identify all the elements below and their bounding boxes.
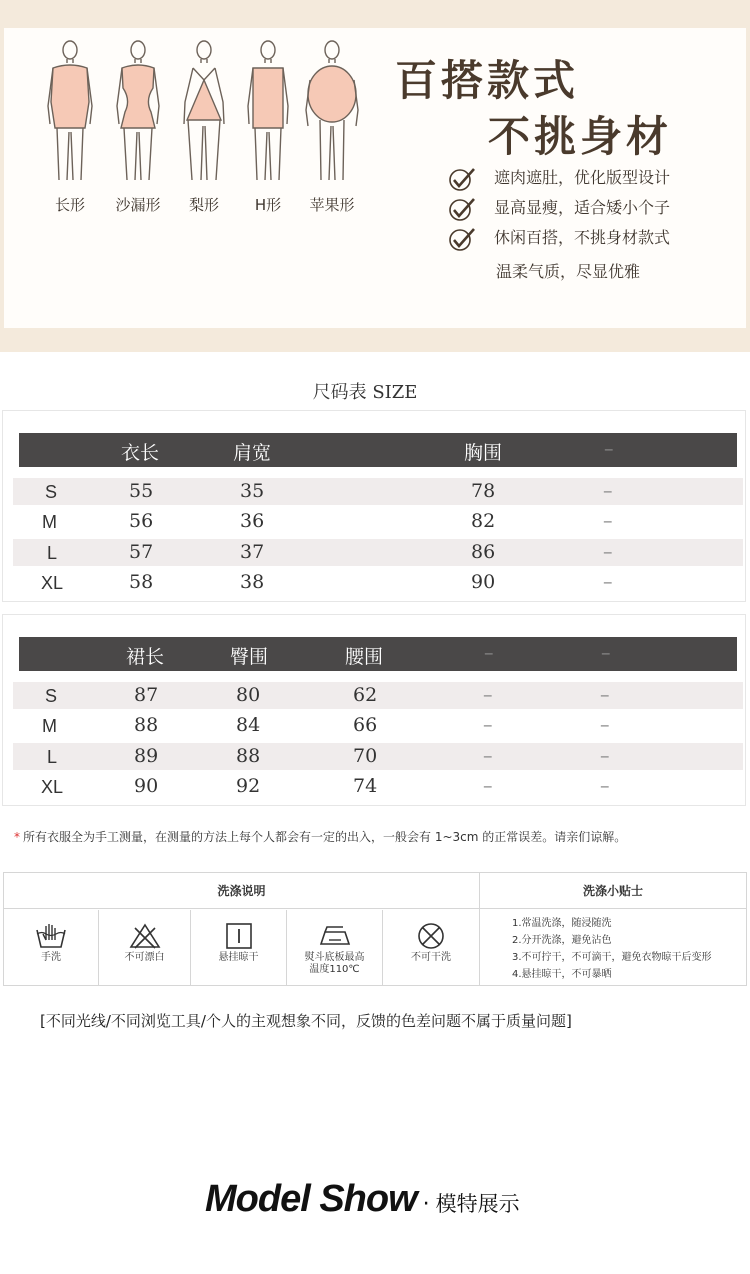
header-cell: 腰围: [345, 646, 384, 668]
value-cell: –: [600, 775, 610, 797]
figure-label: 沙漏形: [115, 196, 161, 214]
care-item-no-bleach: [99, 910, 191, 986]
size-table-2: [2, 614, 746, 806]
value-cell: –: [483, 775, 493, 797]
feature-text: 遮肉遮肚，优化版型设计: [494, 168, 671, 187]
header-cell: 肩宽: [233, 442, 272, 464]
headline-line2: 不挑身材: [488, 112, 673, 161]
table-header: [19, 637, 737, 671]
care-label: 手洗: [41, 952, 61, 963]
table-row: [13, 712, 743, 739]
value-cell: 58: [129, 571, 154, 593]
value-cell: 80: [236, 684, 261, 706]
value-cell: –: [603, 571, 613, 593]
feature-item: [448, 165, 670, 191]
value-cell: 66: [353, 714, 378, 736]
care-tips-list: [512, 915, 712, 983]
header-cell: 臀围: [230, 646, 269, 668]
note-text: 所有衣服全为手工测量，在测量的方法上每个人都会有一定的出入，一般会有 1~3cm 的正常误差。请亲们谅解。: [23, 830, 627, 844]
care-tip: 2.分开洗涤，避免沾色: [512, 935, 612, 946]
divider: [479, 873, 480, 985]
size-cell: M: [42, 716, 57, 736]
figure-h: [238, 40, 298, 215]
care-label: 悬挂晾干: [218, 952, 259, 963]
value-cell: –: [600, 745, 610, 767]
apple-body-icon: [304, 40, 360, 190]
care-instructions-table: [3, 872, 747, 986]
feature-item: [448, 225, 670, 251]
value-cell: 84: [236, 714, 261, 736]
value-cell: 89: [134, 745, 159, 767]
care-item-no-dry-clean: [383, 910, 479, 986]
measurement-note: [14, 828, 626, 845]
model-show-heading: [205, 1178, 520, 1221]
size-table-title: 尺码表 SIZE: [312, 382, 418, 403]
size-cell: S: [45, 482, 58, 502]
feature-text: 显高显瘦，适合矮小个子: [494, 198, 671, 217]
check-circle-icon: [448, 197, 476, 221]
value-cell: 82: [471, 510, 496, 532]
figure-hourglass: [108, 40, 168, 215]
hang-dry-icon: [222, 922, 256, 950]
header-cell: –: [484, 642, 494, 664]
value-cell: 87: [134, 684, 159, 706]
care-label: 不可漂白: [124, 952, 165, 963]
value-cell: –: [600, 714, 610, 736]
feature-text: 休闲百搭，不挑身材款式: [494, 228, 671, 247]
care-label: 熨斗底板最高: [304, 952, 365, 963]
model-show-dot: ·: [422, 1192, 430, 1217]
color-disclaimer: [不同光线/不同浏览工具/个人的主观想象不同，反馈的色差问题不属于质量问题]: [40, 1012, 572, 1030]
hand-wash-icon: [34, 922, 68, 950]
pear-body-icon: [179, 40, 229, 190]
note-star: *: [14, 830, 20, 844]
care-label: 温度110℃: [309, 964, 360, 975]
care-tip: 3.不可拧干，不可滴干，避免衣物晾干后变形: [512, 952, 712, 963]
care-instructions-title: 洗涤说明: [4, 873, 479, 909]
banner: [0, 0, 750, 352]
value-cell: –: [603, 510, 613, 532]
value-cell: –: [483, 745, 493, 767]
table-row: [13, 508, 743, 535]
value-cell: 74: [353, 775, 378, 797]
value-cell: 92: [236, 775, 261, 797]
feature-text: 温柔气质，尽显优雅: [496, 262, 641, 281]
size-cell: XL: [41, 573, 64, 593]
value-cell: 90: [471, 571, 496, 593]
header-cell: 裙长: [126, 646, 165, 668]
size-cell: XL: [41, 777, 64, 797]
value-cell: –: [483, 714, 493, 736]
table-row: [13, 773, 743, 800]
headline-line1: 百搭款式: [395, 56, 580, 105]
value-cell: 35: [240, 480, 265, 502]
header-cell: –: [604, 438, 614, 460]
table-row: [13, 682, 743, 709]
value-cell: –: [603, 480, 613, 502]
table-row: [13, 539, 743, 566]
care-label: 不可干洗: [411, 952, 451, 963]
care-tip: 4.悬挂晾干，不可暴晒: [512, 969, 612, 980]
size-cell: L: [47, 543, 58, 563]
figure-pear: [174, 40, 234, 215]
figure-label: 长形: [54, 196, 85, 214]
table-row: [13, 569, 743, 596]
size-cell: L: [47, 747, 58, 767]
care-item-hand-wash: [4, 910, 99, 986]
model-show-en: Model Show: [205, 1178, 417, 1220]
figure-label: 梨形: [188, 196, 219, 214]
iron-icon: [317, 922, 353, 950]
h-body-icon: [243, 40, 293, 190]
table-row: [13, 478, 743, 505]
value-cell: –: [603, 541, 613, 563]
header-cell: –: [601, 642, 611, 664]
value-cell: 70: [353, 745, 378, 767]
hourglass-body-icon: [113, 40, 163, 190]
value-cell: –: [483, 684, 493, 706]
model-show-zh: 模特展示: [435, 1192, 520, 1216]
care-tip: 1.常温洗涤，随浸随洗: [512, 918, 612, 929]
figure-apple: [302, 40, 362, 215]
no-bleach-icon: [128, 922, 162, 950]
care-item-iron: [287, 910, 383, 986]
care-item-hang-dry: [191, 910, 287, 986]
rectangle-body-icon: [45, 40, 95, 190]
body-shape-figures: [30, 40, 380, 270]
figure-label: H形: [254, 196, 282, 214]
feature-item: [448, 195, 670, 221]
value-cell: –: [600, 684, 610, 706]
size-cell: S: [45, 686, 58, 706]
header-cell: 衣长: [121, 442, 160, 464]
value-cell: 38: [240, 571, 265, 593]
value-cell: 37: [240, 541, 265, 563]
figure-rectangle: [40, 40, 100, 215]
check-circle-icon: [448, 227, 476, 251]
value-cell: 78: [471, 480, 496, 502]
value-cell: 86: [471, 541, 496, 563]
care-tips-title: 洗涤小贴士: [480, 873, 746, 909]
check-circle-icon: [448, 167, 476, 191]
size-table-1: [2, 410, 746, 602]
value-cell: 56: [129, 510, 154, 532]
size-cell: M: [42, 512, 57, 532]
value-cell: 90: [134, 775, 159, 797]
table-header: [19, 433, 737, 467]
value-cell: 62: [353, 684, 378, 706]
header-cell: 胸围: [464, 442, 503, 464]
no-dry-clean-icon: [414, 922, 448, 950]
table-row: [13, 743, 743, 770]
value-cell: 55: [129, 480, 154, 502]
value-cell: 88: [134, 714, 159, 736]
value-cell: 57: [129, 541, 154, 563]
figure-label: 苹果形: [309, 196, 355, 214]
value-cell: 88: [236, 745, 261, 767]
value-cell: 36: [240, 510, 265, 532]
